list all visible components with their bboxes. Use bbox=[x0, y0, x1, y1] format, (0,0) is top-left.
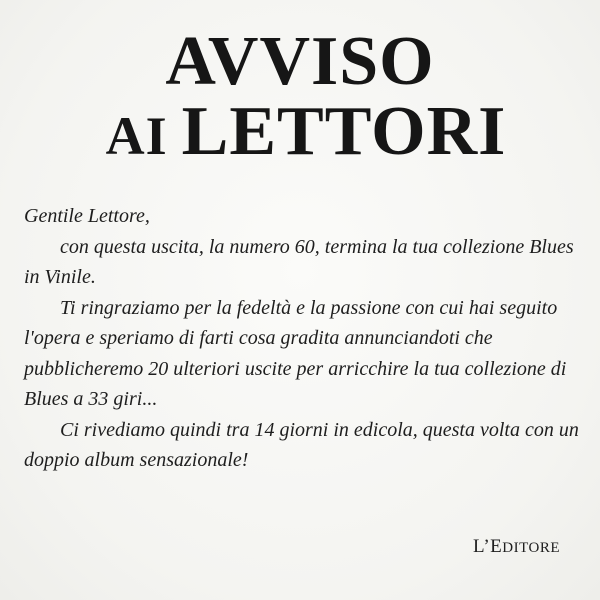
heading-word-avviso: AVVISO bbox=[165, 23, 435, 100]
letter-paragraph-1: con questa uscita, la numero 60, termina la tua collezione Blues in Vinile. bbox=[24, 235, 574, 288]
heading-word-ai: AI bbox=[105, 106, 168, 166]
letter-signature bbox=[473, 536, 560, 558]
signature-rest: DITORE bbox=[502, 540, 560, 556]
heading-line-avviso bbox=[0, 22, 600, 102]
letter-salutation: Gentile Lettore, bbox=[24, 205, 150, 227]
letter-paragraph-2: Ti ringraziamo per la fedeltà e la passione con cui hai seguito l'opera e speriamo di farti cosa gradita annunciandoti che pubblicheremo 20 ulteriori uscite per arricchire la tua collezione di Blues a 33 giri... bbox=[24, 296, 567, 410]
signature-initial: L’E bbox=[472, 536, 503, 557]
heading-word-lettori: LETTORI bbox=[181, 93, 507, 170]
letter-paragraph-3: Ci rivediamo quindi tra 14 giorni in edicola, questa volta con un doppio album sensazionale! bbox=[24, 418, 579, 471]
letter-body bbox=[24, 201, 580, 476]
heading-line-ai-lettori bbox=[0, 92, 600, 176]
